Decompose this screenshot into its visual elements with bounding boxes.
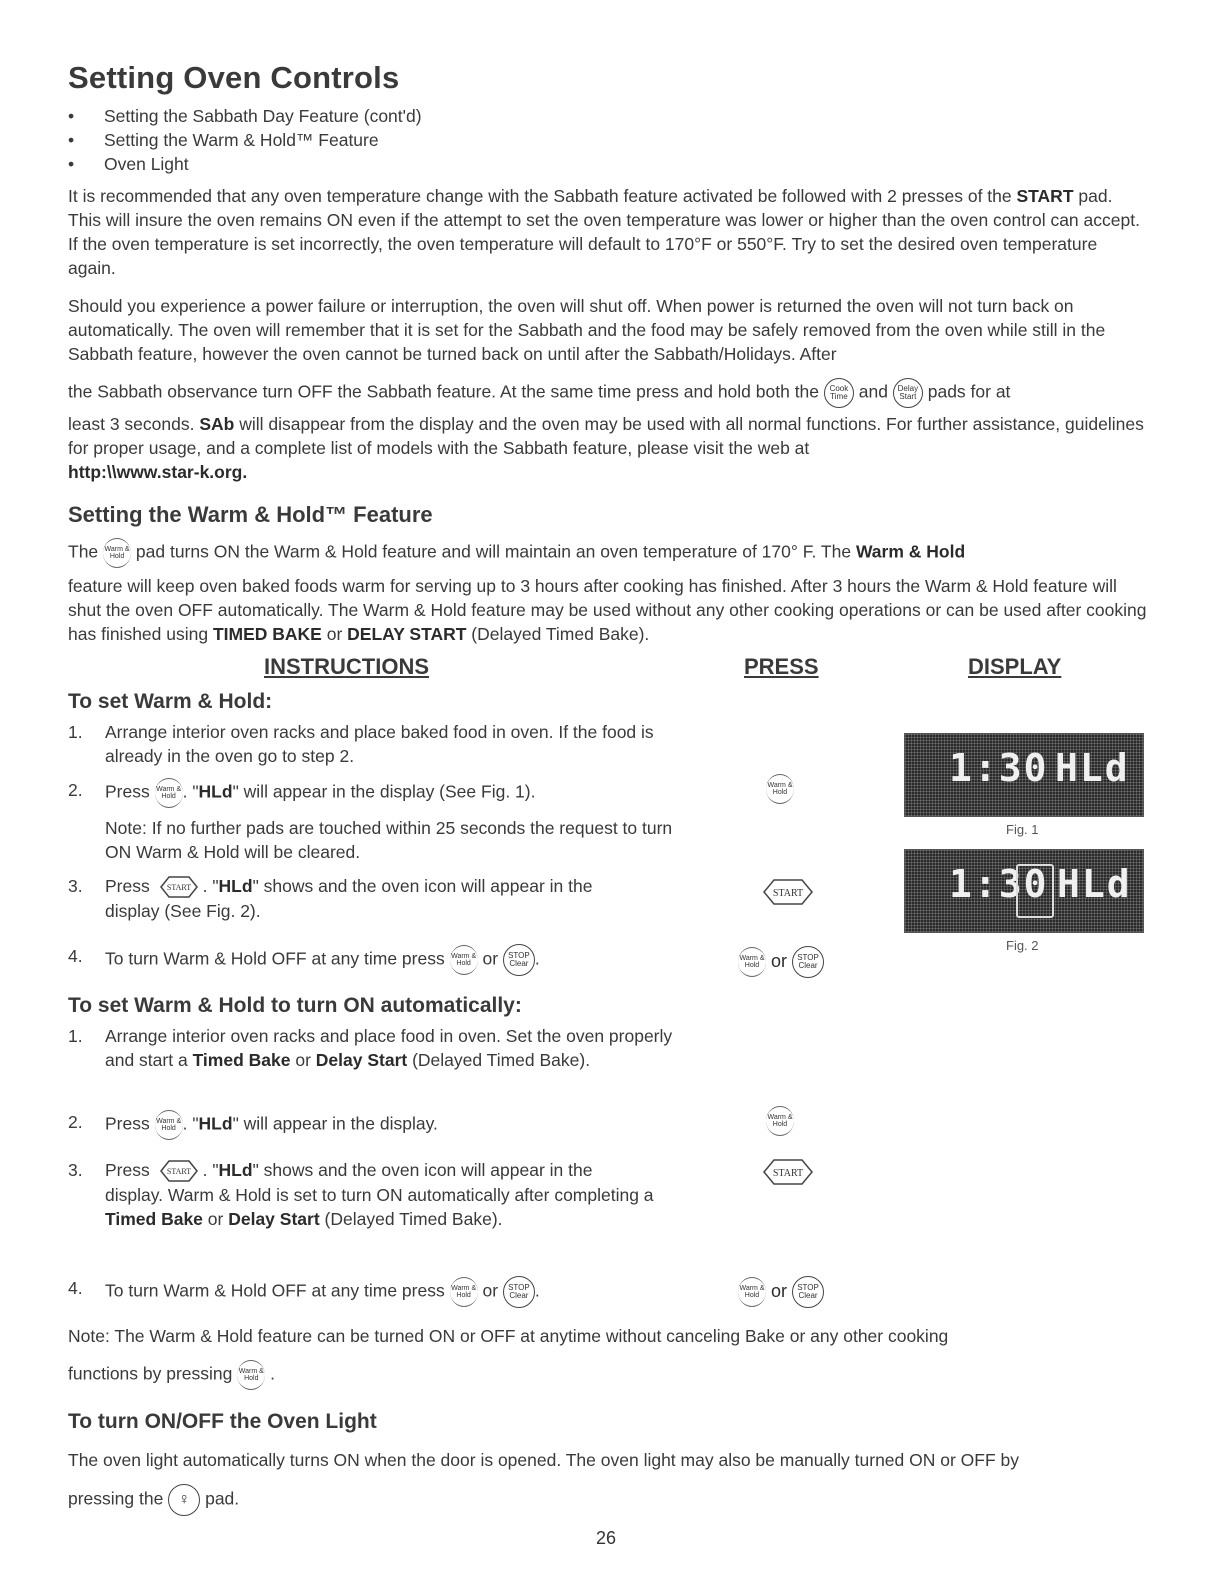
subheading-set-auto: To set Warm & Hold to turn ON automatically: <box>68 994 522 1017</box>
warm-hold-icon: Warm & Hold <box>237 1360 265 1390</box>
press-warm-hold <box>766 774 794 804</box>
warm-hold-icon: Warm & Hold <box>155 778 183 808</box>
warm-hold-icon: Warm & Hold <box>155 1110 183 1140</box>
press-warm-or-stop: Warm & Hold or STOP Clear <box>738 1276 824 1308</box>
instruction-step: 2. Press Warm & Hold . "HLd" will appear in the display. <box>68 1110 668 1140</box>
section-heading-warm-hold: Setting the Warm & Hold™ Feature <box>68 502 433 527</box>
display-mode: HLd <box>1057 862 1132 906</box>
page-number: 26 <box>595 1528 617 1548</box>
press-start <box>760 878 816 911</box>
warm-hold-icon: Warm & Hold <box>738 1277 766 1307</box>
bullet-item: • Setting the Sabbath Day Feature (cont'd) <box>68 106 422 126</box>
instruction-step: 4. To turn Warm & Hold OFF at any time press Warm & Hold or STOP Clear . <box>68 1276 668 1310</box>
instruction-step: 3. Press START . "HLd" shows and the oven icon will appear in the display (See Fig. 2). <box>68 876 593 922</box>
start-icon <box>760 878 816 906</box>
instruction-step: 1. Arrange interior oven racks and place food in oven. Set the oven properly and start a Timed Bake or Delay Start (Delayed Timed Bake). <box>68 1026 673 1070</box>
start-icon <box>155 1159 203 1183</box>
bullet-item: • Setting the Warm & Hold™ Feature <box>68 130 379 150</box>
paragraph-sabbath-off: the Sabbath observance turn OFF the Sabbath feature. At the same time press and hold both the Cook Time and Delay Start pads for at <box>68 378 1148 408</box>
warm-hold-intro-paragraph: feature will keep oven baked foods warm for serving up to 3 hours after cooking has finished. After 3 hours the Warm & Hold feature will shut the oven OFF automatically. The Warm & Hold feature may be used without any other cooking operations or can be used after cooking has finished using TIMED BAKE or DELAY START (Delayed Timed Bake). <box>68 576 1147 644</box>
press-warm-hold <box>766 1106 794 1136</box>
instruction-step: 2. Press Warm & Hold . "HLd" will appear in the display (See Fig. 1). <box>68 778 668 808</box>
bullet-item: • Oven Light <box>68 154 189 174</box>
page-title: Setting Oven Controls <box>68 60 400 95</box>
column-heading-press: PRESS <box>744 654 819 679</box>
display-figure-1 <box>904 733 1144 817</box>
figure-caption: Fig. 2 <box>1006 938 1039 953</box>
press-warm-or-stop: Warm & Hold or STOP Clear <box>738 946 824 978</box>
oven-icon <box>1016 864 1054 918</box>
warm-hold-icon: Warm & Hold <box>766 774 794 804</box>
column-heading-display: DISPLAY <box>968 654 1062 679</box>
instruction-note: Note: If no further pads are touched within 25 seconds the request to turn ON Warm & Hold will be cleared. <box>105 818 673 862</box>
press-start <box>760 1158 816 1191</box>
column-heading-instructions: INSTRUCTIONS <box>264 654 429 679</box>
svg-text:START: START <box>772 1168 804 1179</box>
paragraph-sab-disappear: least 3 seconds. SAb will disappear from the display and the oven may be used with all normal functions. For further assistance, guidelines for proper usage, and a complete list of models with the Sabbath feature, please visit the web at http:\\www.star-k.org. <box>68 414 1144 482</box>
light-icon: ♀ <box>168 1484 200 1516</box>
display-time: 1:30 <box>949 746 1049 790</box>
start-icon <box>760 1158 816 1186</box>
cook-time-icon: Cook Time <box>824 378 854 408</box>
oven-light-paragraph: The oven light automatically turns ON when the door is opened. The oven light may also be manually turned ON or OFF by <box>68 1450 1019 1470</box>
stop-clear-icon: STOP Clear <box>503 944 535 976</box>
warm-hold-icon: Warm & Hold <box>450 1277 478 1307</box>
svg-text:START: START <box>772 888 804 899</box>
instruction-step: 3. Press START . "HLd" shows and the oven icon will appear in the display. Warm & Hold is set to turn ON automatically after completing a Timed Bake or Delay Start (Delayed Timed Bake). <box>68 1160 654 1230</box>
stop-clear-icon: STOP Clear <box>503 1276 535 1308</box>
instruction-step: 4. To turn Warm & Hold OFF at any time press Warm & Hold or STOP Clear . <box>68 944 668 978</box>
paragraph-sabbath-temp: It is recommended that any oven temperature change with the Sabbath feature activated be followed with 2 presses of the START pad. This will insure the oven remains ON even if the attempt to set the oven temperature was lower or higher than the oven control can accept. If the oven temperature is set incorrectly, the oven temperature will default to 170°F or 550°F. Try to set the desired oven temperature again. <box>68 186 1140 278</box>
start-icon <box>155 875 203 899</box>
instruction-step: 1. Arrange interior oven racks and place baked food in oven. If the food is already in the oven go to step 2. <box>68 722 654 766</box>
svg-text:START: START <box>166 1167 191 1177</box>
web-link[interactable]: http:\\www.star-k.org. <box>68 462 248 482</box>
figure-caption: Fig. 1 <box>1006 822 1039 837</box>
warm-hold-icon: Warm & Hold <box>450 945 478 975</box>
stop-clear-icon: STOP Clear <box>792 946 824 978</box>
subheading-oven-light: To turn ON/OFF the Oven Light <box>68 1410 377 1433</box>
note-warm-hold-anytime: Note: The Warm & Hold feature can be turned ON or OFF at anytime without canceling Bake or any other cooking <box>68 1326 949 1346</box>
warm-hold-icon: Warm & Hold <box>103 538 131 568</box>
oven-light-pad-line: pressing the ♀ pad. <box>68 1484 1148 1516</box>
display-mode: HLd <box>1055 746 1130 790</box>
note-functions-pressing: functions by pressing Warm & Hold . <box>68 1360 1148 1390</box>
subheading-set-warm-hold: To set Warm & Hold: <box>68 690 273 713</box>
display-time: 1:30 <box>949 862 1049 906</box>
paragraph-power-failure: Should you experience a power failure or interruption, the oven will shut off. When power is returned the oven will not turn back on automatically. The oven will remember that it is set for the Sabbath and the food may be safely removed from the oven while still in the Sabbath feature, however the oven cannot be turned back on until after the Sabbath/Holidays. After <box>68 296 1106 364</box>
warm-hold-icon: Warm & Hold <box>766 1106 794 1136</box>
stop-clear-icon: STOP Clear <box>792 1276 824 1308</box>
warm-hold-icon: Warm & Hold <box>738 947 766 977</box>
warm-hold-intro-line: The Warm & Hold pad turns ON the Warm & Hold feature and will maintain an oven temperature of 170° F. The Warm & Hold <box>68 538 1148 568</box>
svg-text:START: START <box>166 883 191 893</box>
display-figure-2 <box>904 849 1144 933</box>
delay-start-icon: Delay Start <box>893 378 923 408</box>
